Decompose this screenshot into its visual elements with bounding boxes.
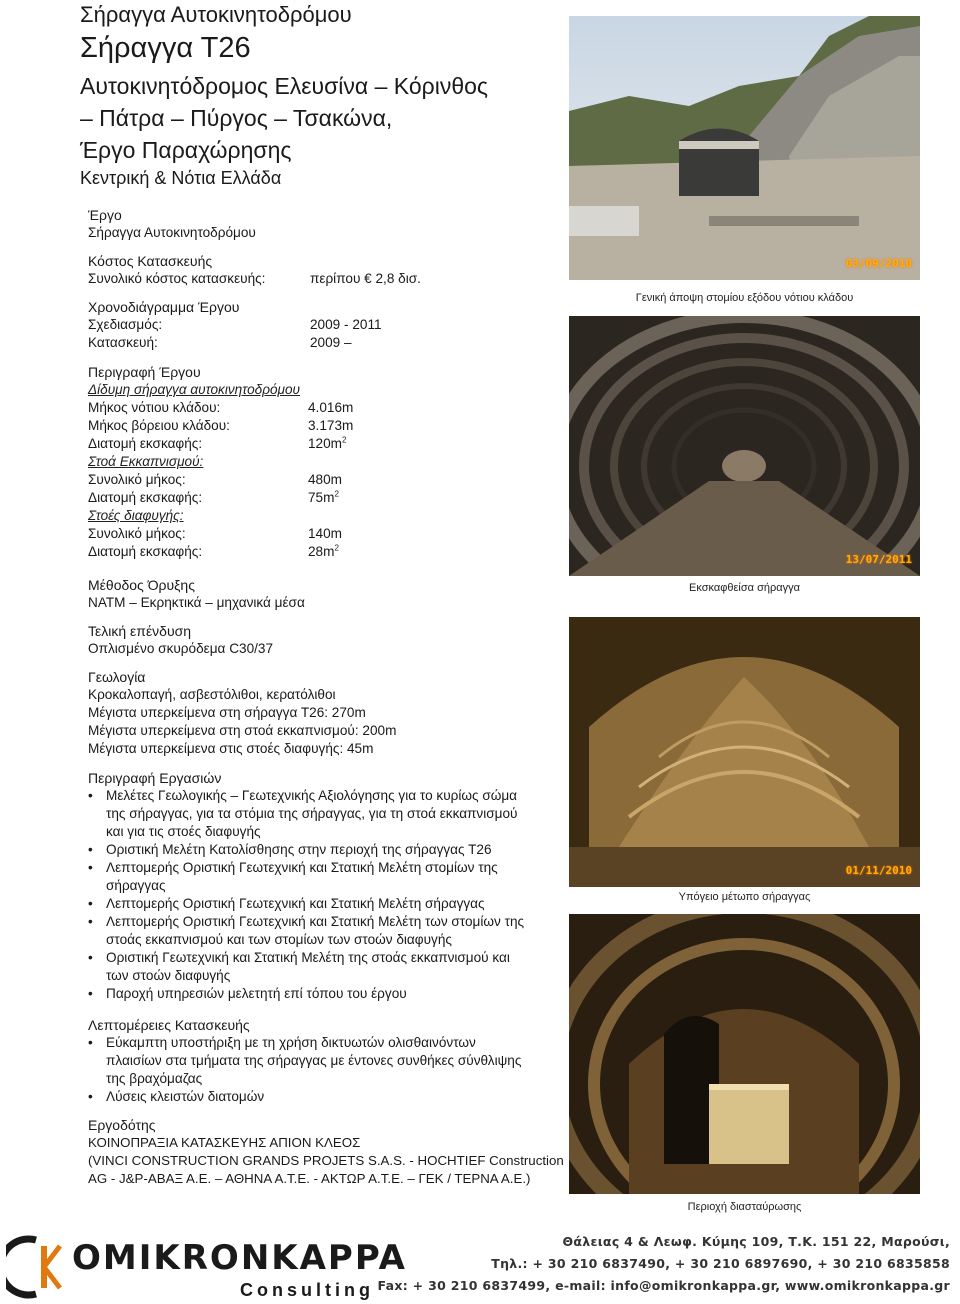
pretitle: Σήραγγα Αυτοκινητοδρόμου — [80, 2, 352, 27]
list-item: • Λύσεις κλειστών διατομών — [88, 1088, 528, 1106]
client-line: AG - J&P-ΑΒΑΞ Α.Ε. – ΑΘΗΝΑ Α.Τ.Ε. - ΑΚΤΩΡ Α.Τ.Ε. – ΓΕΚ / ΤΕΡΝΑ Α.Ε.) — [88, 1171, 531, 1186]
lining-heading: Τελική επένδυση — [88, 623, 192, 639]
footer — [0, 1228, 960, 1304]
esc-length-label: Συνολικό μήκος: — [88, 526, 186, 541]
section-label: Διατομή εκσκαφής: — [88, 436, 203, 451]
geology-line: Μέγιστα υπερκείμενα στις στοές διαφυγής: 45m — [88, 741, 374, 756]
description-heading: Περιγραφή Έργου — [88, 364, 201, 380]
list-item: • Μελέτες Γεωλογικής – Γεωτεχνικής Αξιολόγησης για το κυρίως σώμα της σήραγγας, για τα στόμια της σήραγγας, για τη στοά εκκαπνισμού και για τις στοές διαφυγής — [88, 787, 528, 841]
company-phone: Τηλ.: + 30 210 6837490, + 30 210 6897690, + 30 210 6835858 — [491, 1256, 950, 1271]
lining-value: Οπλισμένο σκυρόδεμα C30/37 — [88, 641, 274, 656]
client-heading: Εργοδότης — [88, 1117, 156, 1133]
excavated-tunnel-image — [569, 316, 920, 576]
geology-section — [88, 668, 568, 758]
client-line: ΚΟΙΝΟΠΡΑΞΙΑ ΚΑΤΑΣΚΕΥΗΣ ΑΠΙΟΝ ΚΛΕΟΣ — [88, 1135, 361, 1150]
vent-section-value: $75m^2$ — [308, 489, 339, 505]
photo-portal — [569, 16, 920, 280]
south-value: 4.016m — [308, 400, 354, 415]
works-section — [88, 769, 528, 1003]
tunnel-face-image — [569, 617, 920, 887]
cost-label: Συνολικό κόστος κατασκευής: — [88, 271, 266, 286]
geology-line: Κροκαλοπαγή, ασβεστόλιθοι, κερατόλιθοι — [88, 687, 336, 702]
company-logo-text: OMIKRONKAPPA — [72, 1238, 407, 1278]
esc-length-row — [88, 525, 568, 543]
cost-value: περίπου € 2,8 δισ. — [310, 271, 421, 286]
geology-line: Μέγιστα υπερκείμενα στη σήραγγα Τ26: 270m — [88, 705, 366, 720]
list-item: • Λεπτομερής Οριστική Γεωτεχνική και Στατική Μελέτη των στομίων της στοάς εκκαπνισμού και των στομίων των στοών διαφυγής — [88, 913, 528, 949]
vent-length-value: 480m — [308, 472, 343, 487]
company-logo-subtext: Consulting — [240, 1280, 374, 1300]
junction-image — [569, 914, 920, 1194]
construction-value: 2009 – — [310, 335, 352, 350]
photo-caption: Περιοχή διασταύρωσης — [687, 1201, 802, 1213]
esc-length-value: 140m — [308, 526, 343, 541]
list-item: • Οριστική Μελέτη Κατολίσθησης στην περιοχή της σήραγγας Τ26 — [88, 841, 528, 859]
cost-section — [88, 252, 568, 288]
portal-photo-image — [569, 16, 920, 280]
method-heading: Μέθοδος Όρυξης — [88, 577, 195, 593]
list-item: • Οριστική Γεωτεχνική και Στατική Μελέτη της στοάς εκκαπνισμού και των στοών διαφυγής — [88, 949, 528, 985]
esc-section-value: $28m^2$ — [308, 543, 339, 559]
geology-heading: Γεωλογία — [88, 669, 146, 685]
date-stamp: 13/07/2011 — [845, 553, 912, 566]
region: Κεντρική & Νότια Ελλάδα — [80, 168, 282, 188]
construction-row — [88, 334, 568, 352]
south-row — [88, 399, 568, 417]
list-item: • Λεπτομερής Οριστική Γεωτεχνική και Στατική Μελέτη σήραγγας — [88, 895, 528, 913]
section-value: $120m^2$ — [308, 435, 347, 451]
company-fax-email: Fax: + 30 210 6837499, e-mail: info@omikronkappa.gr, www.omikronkappa.gr — [377, 1278, 950, 1293]
section-row — [88, 435, 568, 453]
client-line: (VINCI CONSTRUCTION GRANDS PROJETS S.A.S. - HOCHTIEF Construction — [88, 1153, 564, 1168]
vent-section-label: Διατομή εκσκαφής: — [88, 490, 203, 505]
method-value: NATM – Εκρηκτικά – μηχανικά μέσα — [88, 595, 305, 610]
project-section — [88, 206, 568, 242]
page-title: Σήραγγα Τ26 — [80, 32, 251, 64]
details-section — [88, 1016, 528, 1106]
photo-tunnel-face — [569, 617, 920, 887]
title-line-3: Έργο Παραχώρησης — [80, 137, 292, 163]
south-label: Μήκος νότιου κλάδου: — [88, 400, 221, 415]
vent-length-label: Συνολικό μήκος: — [88, 472, 186, 487]
list-item: • Εύκαμπτη υποστήριξη με τη χρήση δικτυωτών ολισθαινόντων πλαισίων στα τμήματα της σήραγγας με έντονες συνθήκες σύνθλιψης της βραχόμαζας — [88, 1034, 528, 1088]
escape-heading: Στοές διαφυγής: — [88, 508, 184, 523]
esc-section-row — [88, 543, 568, 561]
list-item: • Παροχή υπηρεσιών μελετητή επί τόπου του έργου — [88, 985, 528, 1003]
vent-section-row — [88, 489, 568, 507]
ventilation-heading: Στοά Εκκαπνισμού: — [88, 454, 204, 469]
geology-line: Μέγιστα υπερκείμενα στη στοά εκκαπνισμού: 200m — [88, 723, 397, 738]
lining-section — [88, 622, 568, 658]
esc-section-label: Διατομή εκσκαφής: — [88, 544, 203, 559]
photo-junction — [569, 914, 920, 1194]
works-heading: Περιγραφή Εργασιών — [88, 770, 222, 786]
works-list — [88, 787, 528, 1003]
design-row — [88, 316, 568, 334]
client-section — [88, 1116, 568, 1188]
date-stamp: 03/09/2010 — [845, 257, 912, 270]
photo-caption: Υπόγειο μέτωπο σήραγγας — [678, 891, 811, 903]
list-item: • Λεπτομερής Οριστική Γεωτεχνική και Στατική Μελέτη στομίων της σήραγγας — [88, 859, 528, 895]
construction-label: Κατασκευή: — [88, 335, 158, 350]
north-label: Μήκος βόρειου κλάδου: — [88, 418, 230, 433]
company-address: Θάλειας 4 & Λεωφ. Κύμης 109, Τ.Κ. 151 22, Μαρούσι, — [562, 1234, 950, 1249]
project-heading: Έργο — [88, 207, 122, 223]
cost-heading: Κόστος Κατασκευής — [88, 253, 213, 269]
photo-excavated-tunnel — [569, 316, 920, 576]
description-section — [88, 363, 568, 561]
design-value: 2009 - 2011 — [310, 317, 382, 332]
north-row — [88, 417, 568, 435]
north-value: 3.173m — [308, 418, 354, 433]
schedule-section — [88, 298, 568, 352]
method-section — [88, 576, 568, 612]
vent-length-row — [88, 471, 568, 489]
project-value: Σήραγγα Αυτοκινητοδρόμου — [88, 225, 256, 240]
photo-caption: Εκσκαφθείσα σήραγγα — [689, 582, 800, 594]
company-logo-mark — [6, 1232, 64, 1302]
schedule-heading: Χρονοδιάγραμμα Έργου — [88, 299, 240, 315]
title-line-2: – Πάτρα – Πύργος – Τσακώνα, — [80, 105, 393, 131]
details-heading: Λεπτομέρειες Κατασκευής — [88, 1017, 250, 1033]
twin-tunnel-heading: Δίδυμη σήραγγα αυτοκινητοδρόμου — [88, 382, 301, 397]
details-list — [88, 1034, 528, 1106]
photo-caption: Γενική άποψη στομίου εξόδου νότιου κλάδου — [635, 292, 854, 304]
date-stamp: 01/11/2010 — [845, 864, 912, 877]
design-label: Σχεδιασμός: — [88, 317, 163, 332]
title-line-1: Αυτοκινητόδρομος Ελευσίνα – Κόρινθος — [80, 73, 489, 99]
cost-row — [88, 270, 568, 288]
